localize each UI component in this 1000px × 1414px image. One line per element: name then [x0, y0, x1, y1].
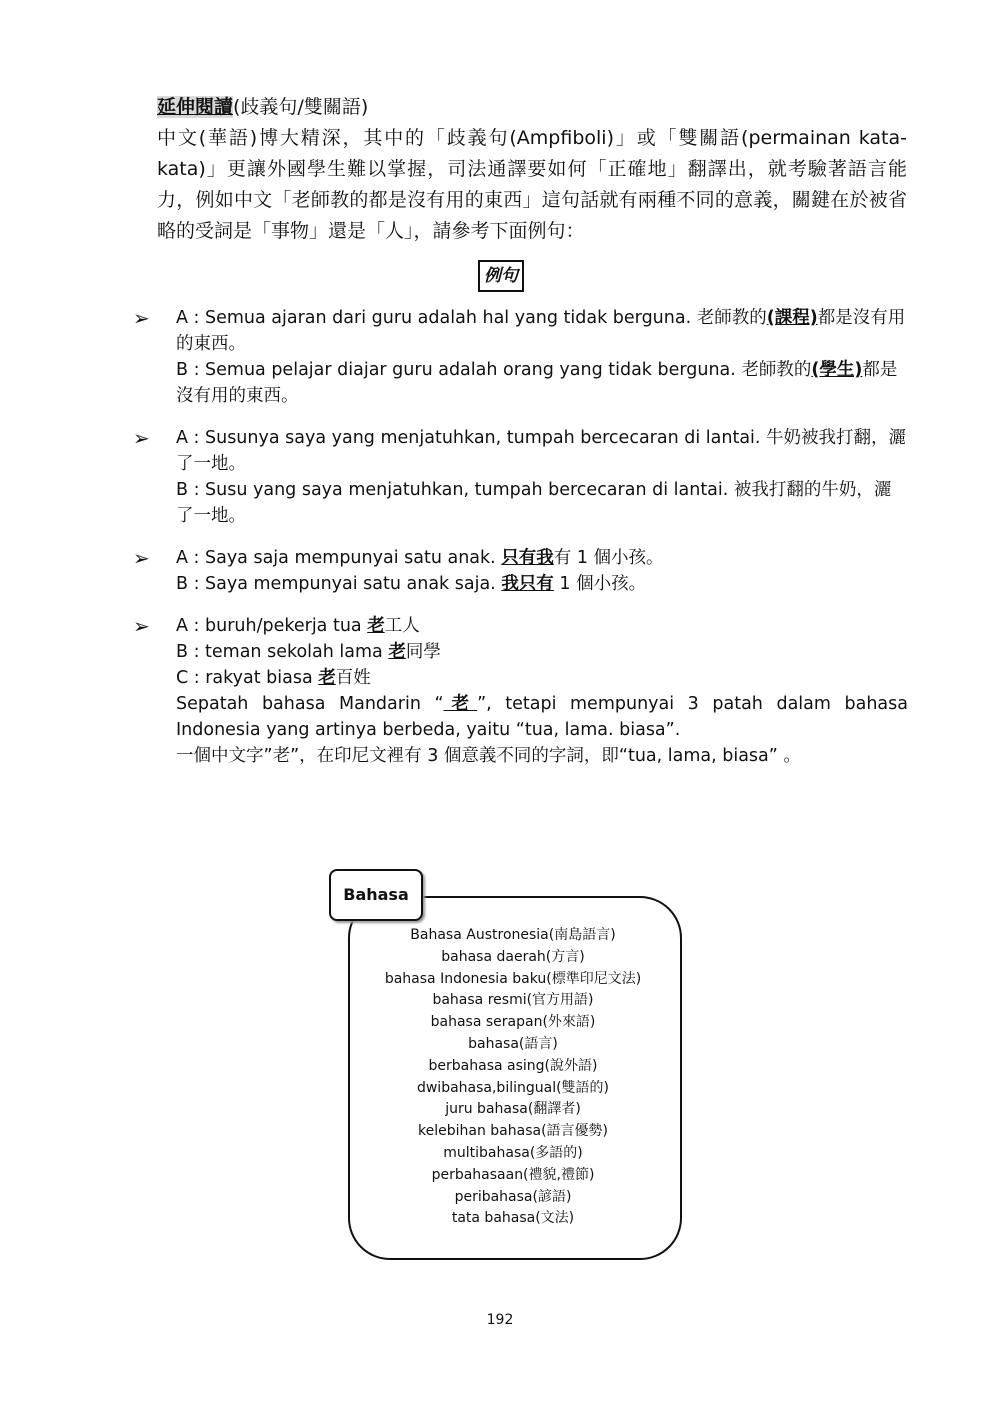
example-line-a: A : Saya saja mempunyai satu anak. 只有我有 1 個小孩。 [176, 548, 664, 568]
example-note-indonesian: Sepatah bahasa Mandarin “老”, tetapi mempunyai 3 patah dalam bahasa Indonesia yang artinya berbeda, yaitu “tua, lama. biasa”. [176, 694, 908, 740]
term-item: bahasa serapan(外來語) [430, 1014, 596, 1031]
example-line-b: B : teman sekolah lama 老同學 [176, 642, 441, 662]
term-list [348, 925, 678, 1230]
example-label-box: 例句 [478, 260, 524, 292]
bullet-icon: ➢ [133, 614, 150, 638]
example-item-2 [176, 425, 908, 529]
example-line-c: C : rakyat biasa 老百姓 [176, 668, 371, 688]
term-item: peribahasa(諺語) [454, 1188, 572, 1205]
example-line-a: A : Semua ajaran dari guru adalah hal yang tidak berguna. 老師教的(課程)都是沒有用的東西。 [176, 308, 906, 354]
bullet-icon: ➢ [133, 546, 150, 570]
heading-rest: (歧義句/雙關語) [233, 96, 369, 118]
example-line-b: B : Saya mempunyai satu anak saja. 我只有 1 個小孩。 [176, 574, 647, 594]
example-line-b: B : Semua pelajar diajar guru adalah orang yang tidak berguna. 老師教的(學生)都是沒有用的東西。 [176, 360, 898, 406]
term-item: Bahasa Austronesia(南島語言) [410, 927, 616, 943]
heading-bold: 延伸閱讀 [157, 96, 234, 118]
example-line-a: A : Susunya saya yang menjatuhkan, tumpah bercecaran di lantai. 牛奶被我打翻，灑了一地。 [176, 428, 907, 474]
example-note-chinese: 一個中文字”老”，在印尼文裡有 3 個意義不同的字詞，即“tua, lama, biasa” 。 [176, 746, 801, 766]
intro-paragraph: 中文(華語)博大精深，其中的「歧義句(Ampfiboli)」或「雙關語(permainan kata-kata)」更讓外國學生難以掌握，司法通譯要如何「正確地」翻譯出，就考驗著語言能力，例如中文「老師教的都是沒有用的東西」這句話就有兩種不同的意義，關鍵在於被省略的受詞是「事物」還是「人」，請參考下面例句： [157, 127, 907, 242]
term-item: bahasa Indonesia baku(標準印尼文法) [384, 970, 642, 987]
section-heading [157, 92, 907, 123]
example-line-a: A : buruh/pekerja tua 老工人 [176, 616, 420, 636]
example-item-1 [176, 305, 908, 409]
example-line-b: B : Susu yang saya menjatuhkan, tumpah bercecaran di lantai. 被我打翻的牛奶，灑了一地。 [176, 480, 892, 526]
term-item: dwibahasa,bilingual(雙語的) [416, 1079, 610, 1096]
term-item: tata bahasa(文法) [451, 1210, 575, 1227]
term-item: juru bahasa(翻譯者) [445, 1101, 581, 1118]
term-item: bahasa(語言) [468, 1035, 558, 1052]
term-item: berbahasa asing(說外語) [428, 1057, 598, 1074]
term-item: bahasa daerah(方言) [441, 948, 585, 965]
bullet-icon: ➢ [133, 306, 150, 330]
term-item: multibahasa(多語的) [443, 1144, 583, 1161]
term-item: kelebihan bahasa(語言優勢) [418, 1123, 608, 1140]
example-item-4 [176, 613, 908, 769]
bullet-icon: ➢ [133, 426, 150, 450]
term-item: perbahasaan(禮貌,禮節) [431, 1166, 595, 1183]
diagram-tab-label: Bahasa [329, 869, 423, 921]
term-item: bahasa resmi(官方用語) [432, 992, 594, 1009]
page-number: 192 [486, 1312, 514, 1328]
example-item-3 [176, 545, 908, 597]
